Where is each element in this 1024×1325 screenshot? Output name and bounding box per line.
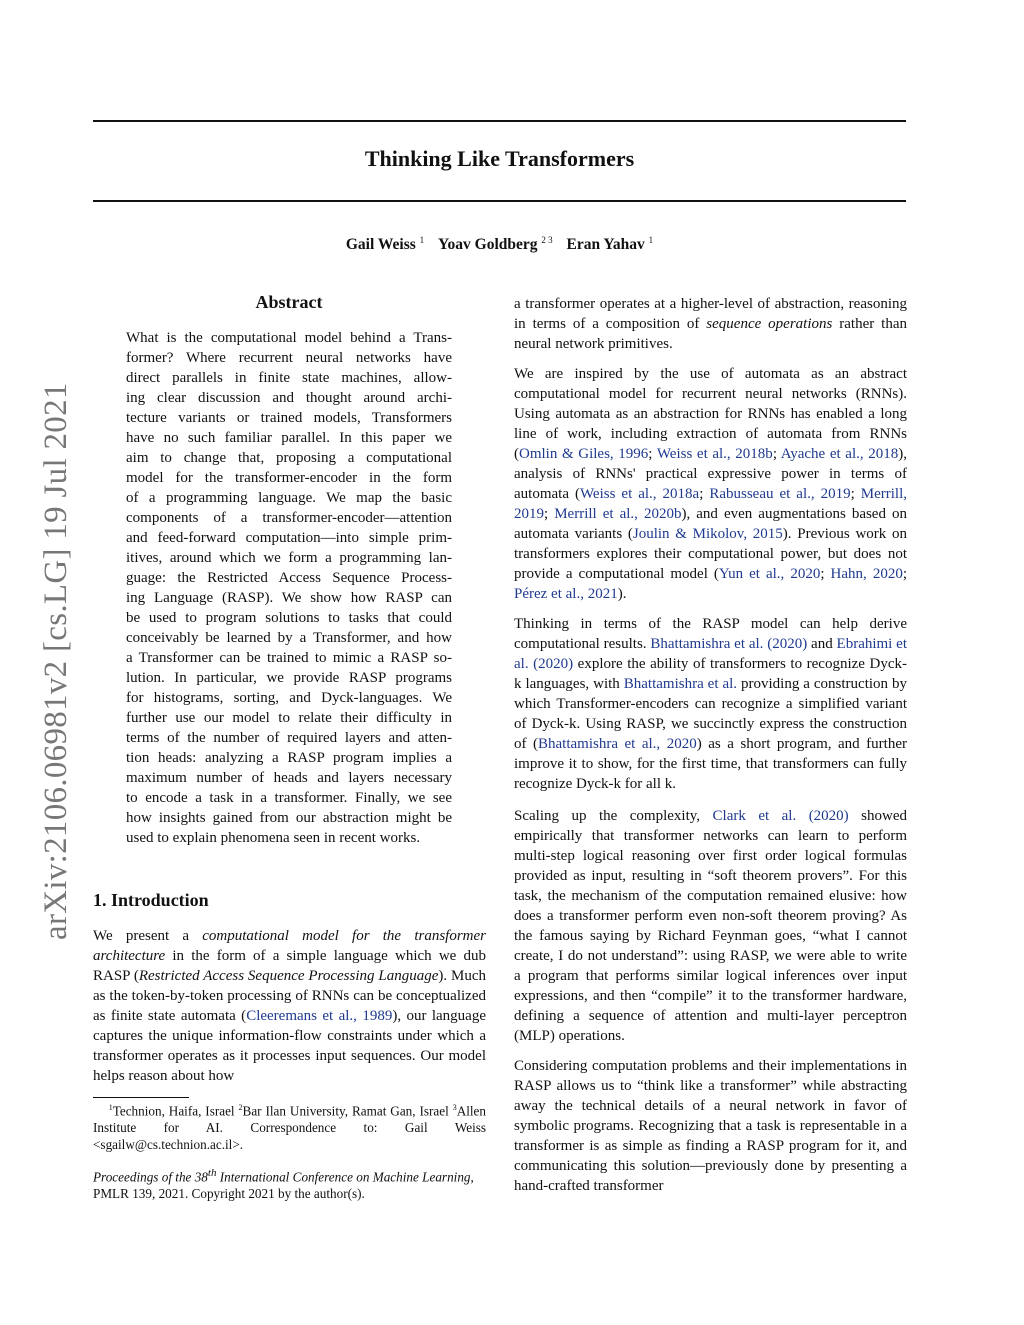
citation-link[interactable]: Rabusseau et al., 2019	[709, 486, 851, 502]
abstract-line: model for the transformer-encoder in the form	[126, 470, 452, 486]
abstract-line: components of a transformer-encoder—attention	[126, 510, 452, 526]
arxiv-stamp: arXiv:2106.06981v2 [cs.LG] 19 Jul 2021	[38, 382, 74, 940]
citation-link[interactable]: Weiss et al., 2018b	[656, 446, 773, 462]
citation-link[interactable]: Ebrahimi et al. (2020)	[514, 636, 907, 672]
abstract-line: of a programming language. We map the basic	[126, 490, 452, 506]
citation-link[interactable]: Ayache et al., 2018	[780, 446, 899, 462]
abstract-line: have no such familiar parallel. In this paper we	[126, 430, 452, 446]
author-list	[93, 235, 906, 254]
citation-link[interactable]: Cleeremans et al., 1989	[246, 1008, 393, 1024]
abstract-heading: Abstract	[255, 292, 323, 312]
abstract-line: used to explain phenomena seen in recent works.	[126, 830, 421, 846]
abstract-line: direct parallels in finite state machines, allow-	[126, 370, 452, 386]
citation-link[interactable]: Yun et al., 2020	[718, 566, 821, 582]
intro-paragraph: We present a computational model for the transformer architecture in the form of a simple language which we dub RASP (Restricted Access Sequence Processing Language). Much as the token-by-token processing of RNNs can be conceptualized as finite state automata (Cleeremans et al., 1989), our language captures the unique information-flow constraints under which a transformer operates as it processes input sequences. Our model helps reason about how	[93, 928, 486, 1084]
citation-link[interactable]: Bhattamishra et al., 2020	[538, 736, 697, 752]
abstract-line: terms of the number of required layers and atten-	[126, 730, 452, 746]
abstract-body	[126, 328, 452, 848]
abstract-line: aim to change that, proposing a computational	[126, 450, 452, 466]
abstract-line: a Transformer can be trained to mimic a RASP so-	[126, 650, 452, 666]
right-paragraph-2: Thinking in terms of the RASP model can help derive computational results. Bhattamishra et al. (2020) and Ebrahimi et al. (2020) explore the ability of transformers to recognize Dyck-k languages, with Bhattamishra et al. providing a construction by which Transformer-encoders can recognize a simplified variant of Dyck-k. Using RASP, we succinctly express the construction of (Bhattamishra et al., 2020) as a short program, and further improve it to show, for the first time, that transformers can fully recognize Dyck-k for all k.	[514, 616, 907, 792]
abstract-line: further use our model to relate their difficulty in	[126, 710, 452, 726]
right-paragraph-1: We are inspired by the use of automata as an abstract computational model for recurrent neural networks (RNNs). Using automata as an abstraction for RNNs has enabled a long line of work, including extraction of automata from RNNs (Omlin & Giles, 1996; Weiss et al., 2018b; Ayache et al., 2018), analysis of RNNs' practical expressive power in terms of automata (Weiss et al., 2018a; Rabusseau et al., 2019; Merrill, 2019; Merrill et al., 2020b), and even augmentations based on automata variants (Joulin & Mikolov, 2015). Previous work on transformers explores their computational power, but does not provide a computational model (Yun et al., 2020; Hahn, 2020; Pérez et al., 2021).	[514, 366, 908, 602]
abstract-line: former? Where recurrent neural networks have	[126, 350, 452, 366]
abstract-line: to encode a task in a transformer. Finally, we see	[126, 790, 452, 806]
right-paragraph-0: a transformer operates at a higher-level of abstraction, reasoning in terms of a composition of sequence operations rather than neural network primitives.	[514, 296, 907, 352]
citation-link[interactable]: Weiss et al., 2018a	[579, 486, 700, 502]
citation-link[interactable]: Hahn, 2020	[830, 566, 903, 582]
abstract-line: maximum number of heads and layers necessary	[126, 770, 452, 786]
citation-link[interactable]: Merrill et al., 2020b	[554, 506, 682, 522]
author-2: Yoav Goldberg $^{2 3}$	[438, 235, 553, 254]
abstract-line: how insights gained from our abstraction might be	[126, 810, 452, 826]
abstract-line: and feed-forward computation—into simple prim-	[126, 530, 452, 546]
section-heading-introduction: 1. Introduction	[93, 890, 209, 910]
abstract-line: ing Language (RASP). We show how RASP can	[126, 590, 452, 606]
author-3: Eran Yahav $^1$	[566, 235, 654, 254]
citation-link[interactable]: Merrill, 2019	[514, 486, 908, 522]
title-top-rule	[93, 120, 906, 122]
abstract-line: be used to program solutions to tasks that could	[126, 610, 452, 626]
abstract-line: itives, around which we form a programming lan-	[126, 550, 452, 566]
affiliation-footnote: $^1$Technion, Haifa, Israel $^2$Bar Ilan University, Ramat Gan, Israel $^3$Allen Institute for AI. Correspondence to: Gail Weiss <sgailw@cs.technion.ac.il>.	[93, 1103, 487, 1153]
abstract-line: lution. In particular, we provide RASP programs	[126, 670, 452, 686]
citation-link[interactable]: Joulin & Mikolov, 2015	[632, 526, 783, 542]
citation-link[interactable]: Bhattamishra et al.	[623, 676, 738, 692]
right-paragraph-4: Considering computation problems and their implementations in RASP allows us to “think like a transformer” while abstracting away the technical details of a neural network in favor of symbolic programs. Recognizing that a task is representable in a transformer is as simple as finding a RASP program for it, and communicating this solution—previously done by presenting a hand-crafted transformer	[514, 1058, 907, 1194]
proceedings-footnote: Proceedings of the 38th International Conference on Machine Learning, PMLR 139, 2021. Copyright 2021 by the author(s).	[93, 1167, 474, 1202]
citation-link[interactable]: Pérez et al., 2021	[514, 586, 618, 602]
footnote-divider	[93, 1097, 189, 1098]
abstract-line: What is the computational model behind a Trans-	[126, 330, 452, 346]
author-1: Gail Weiss $^1$	[345, 235, 425, 254]
citation-link[interactable]: Bhattamishra et al. (2020)	[650, 636, 808, 652]
abstract-line: tecture variants or trained models, Transformers	[126, 410, 452, 426]
citation-link[interactable]: Omlin & Giles, 1996	[519, 446, 649, 462]
title-bottom-rule	[93, 200, 906, 202]
abstract-line: guage: the Restricted Access Sequence Process-	[126, 570, 452, 586]
abstract-line: conceivably be learned by a Transformer, and how	[126, 630, 452, 646]
paper-title: Thinking Like Transformers	[364, 146, 635, 171]
abstract-line: for histograms, sorting, and Dyck-languages. We	[126, 690, 452, 706]
abstract-line: ing clear discussion and thought around archi-	[126, 390, 452, 406]
right-paragraph-3: Scaling up the complexity, Clark et al. (2020) showed empirically that transformer networks can learn to perform multi-step logical reasoning over first order logical formulas provided as input, resulting in “soft theorem provers”. For this task, the mechanism of the computation remained elusive: how does a transformer perform even non-soft theorem proving? As the famous saying by Richard Feynman goes, “what I cannot create, I do not understand”: using RASP, we were able to write a program that performs similar logical inferences over input expressions, and then “compile” it to the transformer hardware, defining a sequence of attention and multi-layer perceptron (MLP) operations.	[514, 808, 907, 1044]
citation-link[interactable]: Clark et al. (2020)	[712, 808, 849, 824]
abstract-line: tion heads: analyzing a RASP program implies a	[126, 750, 452, 766]
